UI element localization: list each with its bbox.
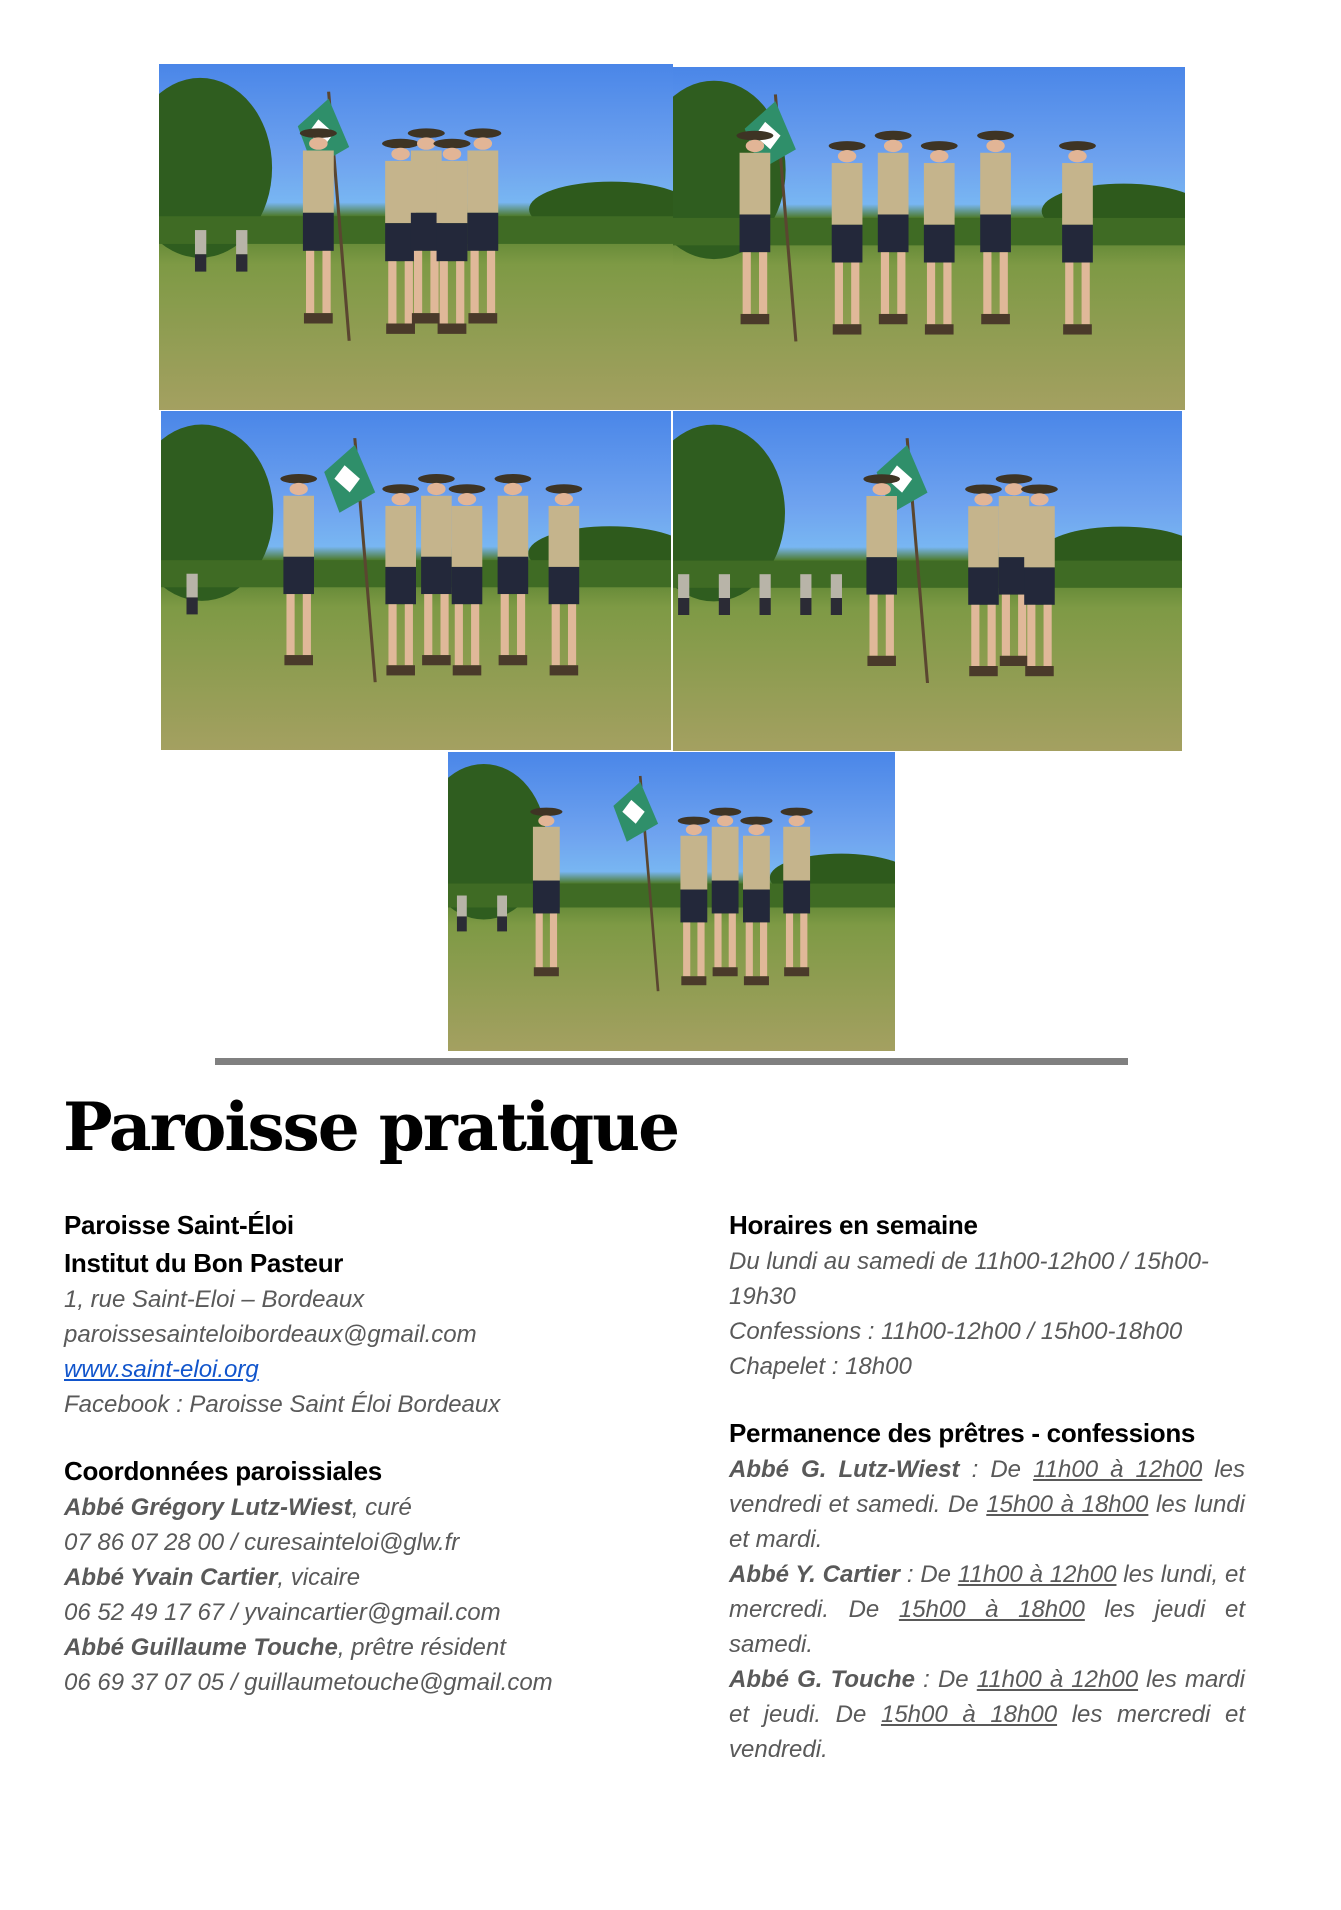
permanence-priest-2: Abbé Y. Cartier [729, 1561, 901, 1588]
priest-1-name: Abbé Grégory Lutz-Wiest [64, 1494, 352, 1521]
priest-1-line [64, 1490, 624, 1525]
priest-3-contact: 06 69 37 07 05 / guillaumetouche@gmail.com [64, 1669, 553, 1696]
priest-1-role: , curé [351, 1494, 412, 1521]
priest-2-contact: 06 52 49 17 67 / yvaincartier@gmail.com [64, 1599, 501, 1626]
scouts-photo-5 [448, 752, 895, 1051]
parish-name: Paroisse Saint-Éloi [64, 1210, 294, 1240]
permanence-entry-1: Abbé G. Lutz-Wiest : De 11h00 à 12h00 les vendredi et samedi. De 15h00 à 18h00 les lundi et mardi. [729, 1456, 1245, 1553]
parish-institute: Institut du Bon Pasteur [64, 1248, 344, 1278]
parish-address: 1, rue Saint-Eloi – Bordeaux [64, 1286, 365, 1313]
priest-3-line [64, 1630, 624, 1665]
weekday-hours-heading: Horaires en semaine [729, 1210, 978, 1240]
permanence-priest-1: Abbé G. Lutz-Wiest [729, 1456, 960, 1483]
contacts-heading: Coordonnées paroissiales [64, 1456, 382, 1486]
priest-3-role: , prêtre résident [337, 1634, 506, 1661]
permanence-heading: Permanence des prêtres - confessions [729, 1418, 1196, 1448]
scouts-photo-4 [673, 411, 1182, 751]
permanence-entry-3: Abbé G. Touche : De 11h00 à 12h00 les mardi et jeudi. De 15h00 à 18h00 les mercredi et vendredi. [729, 1666, 1245, 1763]
parish-info-column [64, 1206, 624, 1700]
permanence-entry-2: Abbé Y. Cartier : De 11h00 à 12h00 les lundi, et mercredi. De 15h00 à 18h00 les jeudi et samedi. [729, 1561, 1245, 1658]
permanence-priest-3: Abbé G. Touche [729, 1666, 916, 1693]
priest-1-contact: 07 86 07 28 00 / curesainteloi@glw.fr [64, 1529, 460, 1556]
confessions-line: Confessions : 11h00-12h00 / 15h00-18h00 [729, 1318, 1183, 1345]
page-title: Paroisse pratique [63, 1088, 679, 1166]
priest-3-name: Abbé Guillaume Touche [64, 1634, 338, 1661]
parish-email[interactable]: paroissesainteloibordeaux@gmail.com [64, 1321, 477, 1348]
divider-rule [215, 1058, 1128, 1065]
chapelet-line: Chapelet : 18h00 [729, 1353, 912, 1380]
priest-2-line [64, 1560, 624, 1595]
priest-2-name: Abbé Yvain Cartier [64, 1564, 278, 1591]
website-link[interactable]: www.saint-eloi.org [64, 1356, 259, 1383]
scouts-photo-3 [161, 411, 671, 750]
scouts-photo-1 [159, 64, 673, 410]
schedule-column [729, 1206, 1245, 1767]
weekday-hours-line1: Du lundi au samedi de 11h00-12h00 / 15h00- [729, 1248, 1209, 1275]
scouts-photo-2 [673, 67, 1185, 410]
weekday-hours-line2: 19h30 [729, 1283, 796, 1310]
priest-2-role: , vicaire [277, 1564, 361, 1591]
facebook-line: Facebook : Paroisse Saint Éloi Bordeaux [64, 1391, 501, 1418]
